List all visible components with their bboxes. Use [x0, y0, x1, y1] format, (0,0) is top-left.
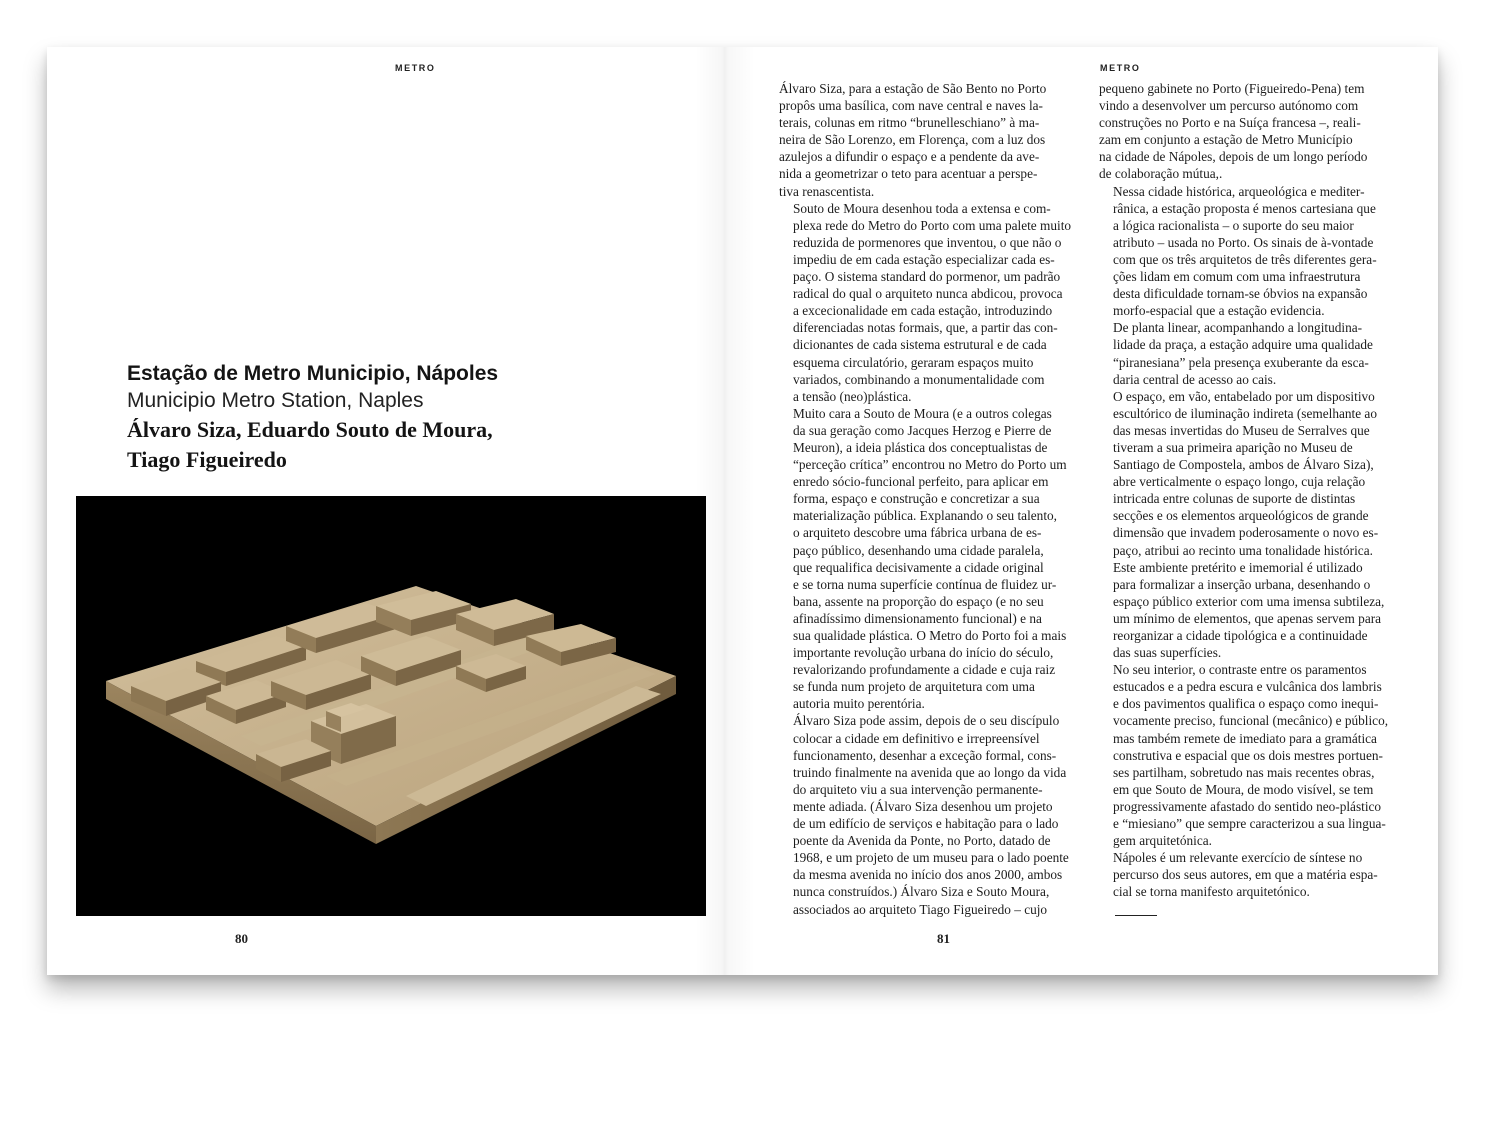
- text-line: a excecionalidade em cada estação, introduzindo: [793, 303, 1053, 319]
- text-line: paço. O sistema standard do pormenor, um padrão: [793, 269, 1061, 285]
- text-line: plexa rede do Metro do Porto com uma palete muito: [793, 217, 1072, 233]
- text-line: esquema circulatório, geraram espaços muito: [793, 354, 1034, 370]
- text-line: do arquiteto viu a sua intervenção permanente-: [793, 781, 1043, 797]
- authors-line-1: Álvaro Siza, Eduardo Souto de Moura,: [127, 417, 493, 442]
- text-line: Souto de Moura desenhou toda a extensa e com-: [793, 200, 1051, 216]
- text-line: progressivamente afastado do sentido neo-plástico: [1113, 798, 1382, 814]
- page-number-right: 81: [937, 931, 950, 946]
- text-line: escultórico de iluminação indireta (semelhante ao: [1113, 405, 1377, 421]
- model-illustration: [76, 496, 706, 916]
- text-line: da sua geração como Jacques Herzog e Pierre de: [793, 422, 1052, 438]
- text-line: sua qualidade plástica. O Metro do Porto foi a mais: [793, 628, 1067, 643]
- text-line: poente da Avenida da Ponte, no Porto, datado de: [793, 833, 1051, 849]
- text-line: construções no Porto e na Suíça francesa –, reali-: [1099, 115, 1361, 131]
- paragraph: [1099, 80, 1411, 183]
- text-line: pequeno gabinete no Porto (Figueiredo-Pena) tem: [1099, 81, 1365, 96]
- paragraph: [1099, 183, 1411, 320]
- text-line: mas também remete de imediato para a gramática: [1113, 730, 1377, 746]
- text-line: abre verticalmente o espaço longo, cuja relação: [1113, 474, 1366, 490]
- text-line: construtiva e espacial que os dois mestres portuen-: [1113, 747, 1383, 763]
- architectural-model-photo: [76, 496, 706, 916]
- text-line: impediu de em cada estação especializar cada es-: [793, 251, 1055, 267]
- text-line: forma, espaço e construção e concretizar a sua: [793, 491, 1040, 507]
- text-line: para formalizar a inserção urbana, desenhando o: [1113, 576, 1371, 592]
- paragraph: [1099, 388, 1411, 559]
- text-line: desta dificuldade tornam-se óbvios na expansão: [1113, 286, 1368, 302]
- paragraph: [779, 405, 1089, 713]
- text-line: tiva renascentista.: [779, 183, 875, 199]
- authors-line-2: Tiago Figueiredo: [127, 447, 287, 472]
- text-line: “piranesiana” pela presença exuberante da esca-: [1113, 354, 1369, 370]
- text-line: lidade da praça, a estação adquire uma qualidade: [1113, 337, 1373, 353]
- text-line: e se torna numa superfície contínua de fluidez ur-: [793, 576, 1057, 592]
- text-line: afinadíssimo dimensionamento funcional) e na: [793, 610, 1042, 626]
- running-head-left: METRO: [395, 63, 436, 73]
- text-line: ses partilham, sobretudo nas mais recentes obras,: [1113, 764, 1375, 780]
- text-line: se funda num projeto de arquitetura com uma: [793, 679, 1035, 695]
- text-line: diferenciadas notas formais, que, a partir das con-: [793, 320, 1058, 336]
- text-line: reduzida de pormenores que inventou, o que não o: [793, 234, 1062, 250]
- text-line: O espaço, em vão, entabelado por um dispositivo: [1113, 388, 1375, 404]
- text-line: um mínimo de elementos, que apenas servem para: [1113, 610, 1382, 626]
- title-english: Municipio Metro Station, Naples: [127, 389, 424, 412]
- text-line: paço público, desenhando uma cidade paralela,: [793, 542, 1044, 558]
- text-line: daria central de acesso ao cais.: [1113, 371, 1277, 387]
- text-line: e “miesiano” que sempre caracterizou a sua lingua-: [1113, 816, 1386, 832]
- text-line: de um edifício de serviços e habitação para o lado: [793, 816, 1059, 832]
- text-line: tiveram a sua primeira aparição no Museu de: [1113, 439, 1353, 455]
- text-line: dicionantes de cada sistema estrutural e de cada: [793, 337, 1047, 353]
- text-line: Nápoles é um relevante exercício de síntese no: [1113, 850, 1363, 866]
- text-line: Este ambiente pretérito e imemorial é utilizado: [1113, 559, 1363, 575]
- text-line: espaço público exterior com uma imensa subtileza,: [1113, 593, 1385, 609]
- text-line: vindo a desenvolver um percurso autónomo com: [1099, 98, 1359, 114]
- text-line: radical do qual o arquiteto nunca abdicou, provoca: [793, 286, 1063, 302]
- text-line: De planta linear, acompanhando a longitudina-: [1113, 320, 1363, 336]
- text-line: atributo – usada no Porto. Os sinais de à-vontade: [1113, 234, 1374, 250]
- paragraph: [779, 712, 1089, 917]
- text-line: que requalifica decisivamente a cidade original: [793, 559, 1044, 575]
- text-line: variados, combinando a monumentalidade com: [793, 371, 1045, 387]
- text-line: Álvaro Siza, para a estação de São Bento no Porto: [779, 81, 1047, 96]
- text-line: neira de São Lorenzo, em Florença, com a luz dos: [779, 132, 1046, 148]
- text-line: vocamente preciso, funcional (mecânico) e público,: [1113, 713, 1389, 729]
- text-line: percurso dos seus autores, em que a matéria espa-: [1113, 867, 1378, 883]
- paragraph: [1099, 319, 1411, 387]
- text-line: das mesas invertidas do Museu de Serralves que: [1113, 422, 1370, 438]
- text-line: e dos pavimentos qualifica o espaço como inequi-: [1113, 696, 1379, 712]
- text-line: materialização pública. Explanando o seu talento,: [793, 508, 1057, 524]
- text-line: rânica, a estação proposta é menos cartesiana que: [1113, 200, 1376, 216]
- text-line: Meuron), a ideia plástica dos conceptualistas de: [793, 439, 1048, 455]
- title-portuguese: Estação de Metro Municipio, Nápoles: [127, 362, 499, 385]
- text-line: Santiago de Compostela, ambos de Álvaro Siza),: [1113, 457, 1374, 473]
- paragraph: [1099, 661, 1411, 849]
- text-line: gem arquitetónica.: [1113, 833, 1212, 849]
- article-headline: [127, 360, 607, 474]
- text-line: propôs uma basílica, com nave central e naves la-: [779, 98, 1043, 114]
- text-column-2: [1099, 80, 1411, 916]
- text-column-1: [779, 80, 1089, 918]
- text-line: morfo-espacial que a estação evidencia.: [1113, 303, 1325, 319]
- text-line: na cidade de Nápoles, depois de um longo período: [1099, 149, 1368, 165]
- text-line: secções e os elementos arqueológicos de grande: [1113, 508, 1369, 524]
- paragraph: [779, 200, 1089, 405]
- text-line: em que Souto de Moura, de modo visível, se tem: [1113, 781, 1374, 797]
- text-line: zam em conjunto a estação de Metro Município: [1099, 132, 1353, 148]
- text-line: da mesma avenida no início dos anos 2000, ambos: [793, 867, 1063, 883]
- text-line: a tensão (neo)plástica.: [793, 388, 912, 404]
- text-line: associados ao arquiteto Tiago Figueiredo – cujo: [793, 901, 1048, 917]
- text-line: dimensão que invadem poderosamente o novo es-: [1113, 525, 1379, 541]
- text-line: de colaboração mútua,.: [1099, 166, 1223, 182]
- text-line: paço, atribui ao recinto uma tonalidade histórica.: [1113, 542, 1373, 558]
- page-number-left: 80: [235, 931, 248, 946]
- text-line: No seu interior, o contraste entre os paramentos: [1113, 662, 1367, 678]
- text-line: nida a geometrizar o teto para acentuar a perspe-: [779, 166, 1038, 182]
- paragraph: [779, 80, 1089, 200]
- text-line: intricada entre colunas de suporte de distintas: [1113, 491, 1356, 507]
- text-line: Nessa cidade histórica, arqueológica e mediter-: [1113, 183, 1365, 199]
- text-line: Álvaro Siza pode assim, depois de o seu discípulo: [793, 713, 1060, 729]
- text-line: reorganizar a cidade tipológica e a continuidade: [1113, 628, 1368, 643]
- text-line: o arquiteto descobre uma fábrica urbana de es-: [793, 525, 1042, 541]
- text-line: 1968, e um projeto de um museu para o lado poente: [793, 850, 1069, 866]
- text-line: azulejos a difundir o espaço e a pendente da ave-: [779, 149, 1040, 165]
- running-head-right: METRO: [1100, 63, 1141, 73]
- text-line: estucados e a pedra escura e vulcânica dos lambris: [1113, 679, 1382, 695]
- text-line: ções lidam em comum com uma infraestrutura: [1113, 269, 1361, 285]
- text-line: Muito cara a Souto de Moura (e a outros colegas: [793, 405, 1052, 421]
- text-line: cial se torna manifesto arquitetónico.: [1113, 884, 1310, 900]
- text-line: importante revolução urbana do início do século,: [793, 645, 1054, 661]
- text-line: autoria muito perentória.: [793, 696, 925, 712]
- text-line: bana, assente na proporção do espaço (e no seu: [793, 593, 1044, 609]
- text-line: das suas superfícies.: [1113, 645, 1222, 661]
- text-line: mente adiada. (Álvaro Siza desenhou um projeto: [793, 798, 1053, 814]
- paragraph: [1099, 849, 1411, 900]
- text-line: revalorizando profundamente a cidade e cuja raiz: [793, 662, 1056, 678]
- text-line: funcionamento, desenhar a exceção formal, cons-: [793, 747, 1057, 763]
- paragraph: [1099, 559, 1411, 662]
- text-line: a lógica racionalista – o suporte do seu maior: [1113, 217, 1354, 233]
- text-line: com que os três arquitetos de três diferentes gera-: [1113, 251, 1377, 267]
- text-line: colocar a cidade em definitivo e irrepreensível: [793, 730, 1040, 746]
- end-of-article-rule: [1115, 915, 1157, 916]
- text-line: enredo sócio-funcional perfeito, para aplicar em: [793, 474, 1049, 490]
- text-line: terais, colunas em ritmo “brunelleschiano” à ma-: [779, 115, 1040, 131]
- text-line: nunca construídos.) Álvaro Siza e Souto Moura,: [793, 884, 1050, 900]
- text-line: truindo finalmente na avenida que ao longo da vida: [793, 764, 1067, 780]
- text-line: “perceção crítica” encontrou no Metro do Porto um: [793, 457, 1067, 473]
